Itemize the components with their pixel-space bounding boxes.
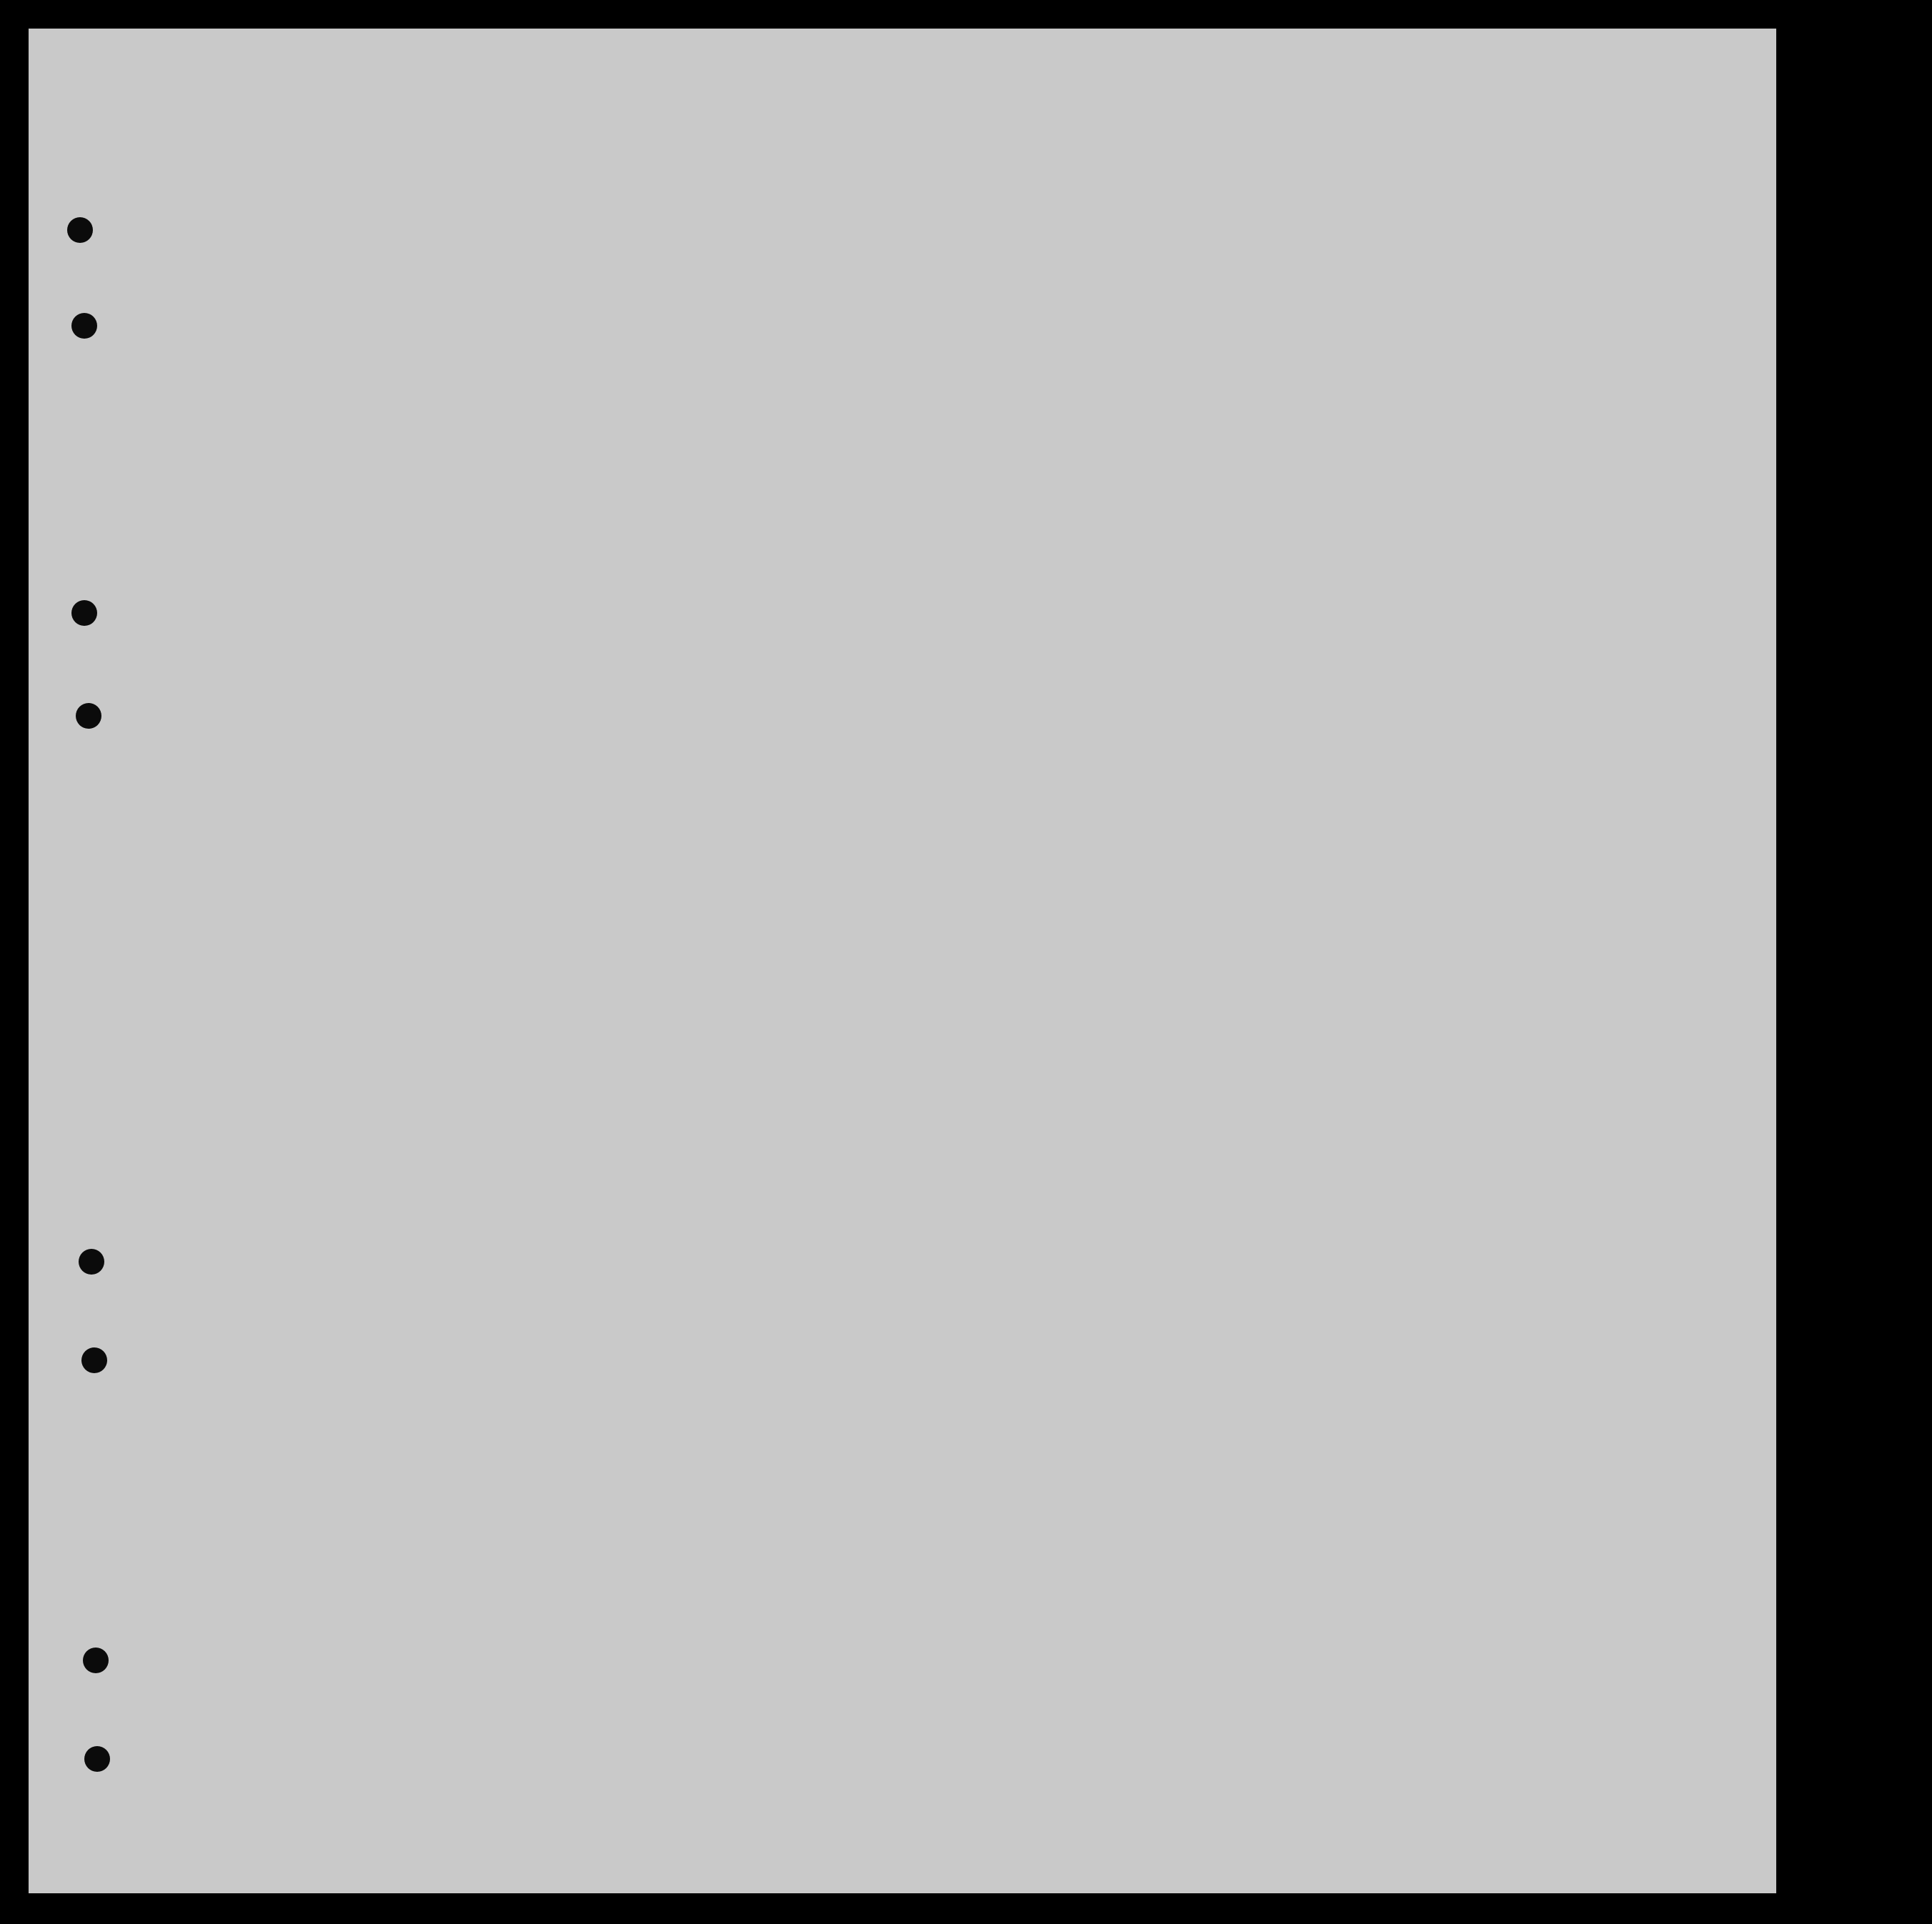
form-grid	[29, 29, 1776, 1893]
manifest-sheet	[29, 29, 1776, 1893]
